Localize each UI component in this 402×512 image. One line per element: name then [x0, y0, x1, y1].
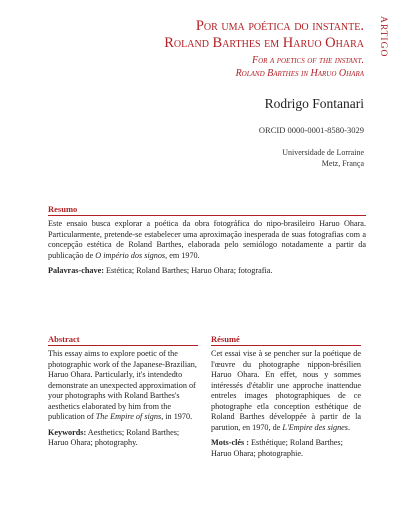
keywords-label: Palavras-chave: [48, 266, 104, 275]
resume-heading: Résumé [211, 334, 240, 344]
affiliation [282, 148, 364, 169]
resumo-text: Este ensaio busca explorar a poética da obra fotográfica do nipo-brasileiro Haruo Ohara. Particularmente, pretende-se estabelecer uma aproximação inesperada de suas fotografias com a concepção estética de Roland Barthes, elaborada pelo semiólogo notadamente a partir da publicação de O império dos signos, em 1970. [48, 219, 366, 260]
article-title [44, 18, 364, 52]
title-line-1: Por uma poética do instante. [195, 18, 364, 34]
resume-text: Cet essai vise à se pencher sur la poétique de l'œuvre du photographe nippon-brésilien Haruo Ohara. En effet, nous y sommes intéressés d'établir une approche inattendue entreles images photographiques de ce photographe etla conception esthétique de Roland Barthes développée à partir de la parution, en 1970, de L'Empire des signes. [211, 349, 361, 432]
resume-divider [211, 345, 361, 346]
abstract-divider [48, 345, 198, 346]
affiliation-location: Metz, França [321, 158, 364, 168]
keywords-label: Mots-clés : [211, 438, 249, 447]
subtitle-line-2: Roland Barthes in Haruo Ohara [235, 68, 364, 79]
author-name: Rodrigo Fontanari [264, 96, 364, 111]
title-line-2: Roland Barthes em Haruo Ohara [164, 35, 364, 51]
resumo-keywords: Palavras-chave: Estética; Roland Barthes; Haruo Ohara; fotografia. [48, 266, 273, 275]
affiliation-institution: Universidade de Lorraine [282, 148, 364, 157]
resumo-heading: Resumo [48, 204, 78, 214]
orcid-id: ORCID 0000-0001-8580-3029 [258, 125, 364, 135]
abstract-section [48, 334, 198, 449]
resumo-divider [48, 215, 366, 216]
section-tag: ARTIGO [378, 16, 388, 58]
abstract-keywords: Keywords: Aesthetics; Roland Barthes; Haruo Ohara; photography. [48, 427, 180, 447]
abstract-text: This essay aims to explore poetic of the photographic work of the Japanese-Brazilian, Haruo Ohara. Particularly, it's intendedto demonstrate an unexpected approximation of your photographs with Roland Barthes's aesthetics elaborated by him from the publication of The Empire of signs, in 1970. [48, 349, 197, 421]
resume-section [211, 334, 361, 459]
resume-keywords: Mots-clés : Esthétique; Roland Barthes; Haruo Ohara; photographie. [211, 438, 343, 458]
subtitle-line-1: For a poetics of the instant. [252, 55, 364, 66]
resumo-section [48, 204, 366, 277]
keywords-label: Keywords: [48, 427, 87, 437]
abstract-heading: Abstract [48, 334, 80, 344]
article-subtitle [44, 54, 364, 80]
